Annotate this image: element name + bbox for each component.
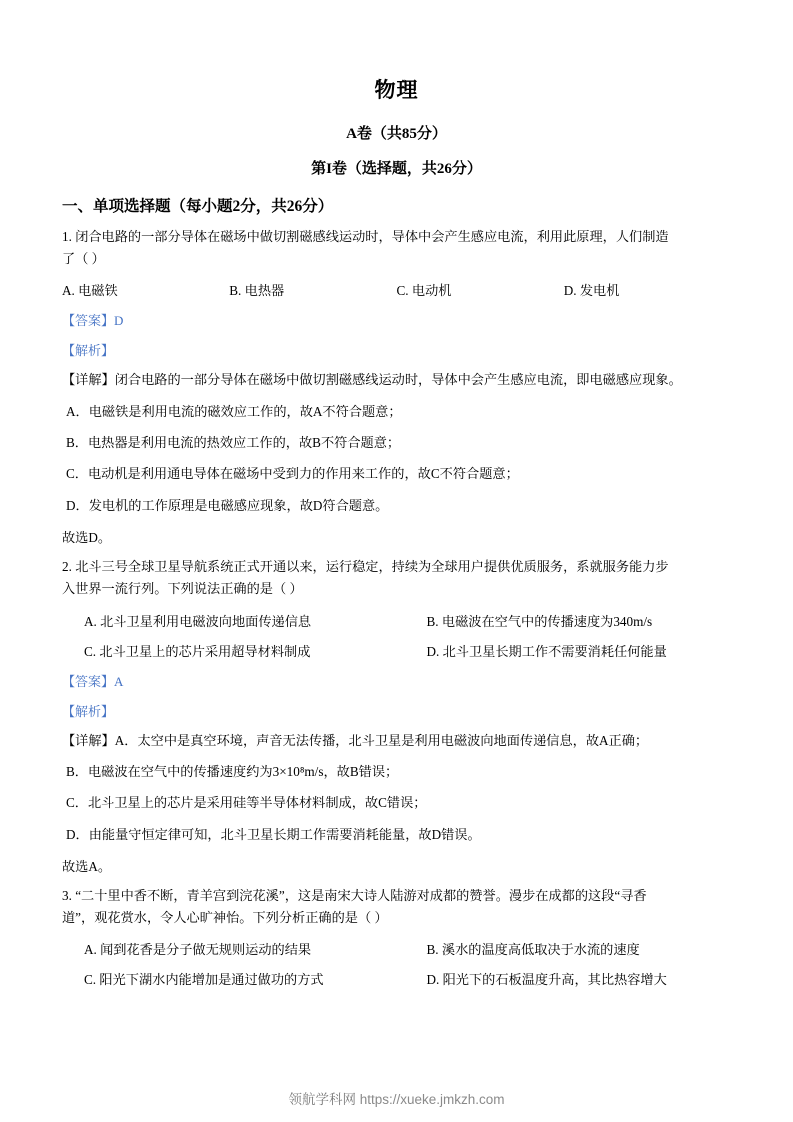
option-d: D. 发电机	[563, 283, 620, 299]
question-number: 3.	[62, 888, 72, 904]
option-b: B. 溪水的温度高低取决于水流的速度	[426, 942, 640, 958]
question-number: 2.	[62, 559, 72, 575]
page-footer	[0, 1088, 793, 1108]
detail-text: 【详解】A．太空中是真空环境，声音无法传播，北斗卫星是利用电磁波向地面传递信息，故A正确；	[62, 732, 649, 748]
option-c: C. 阳光下湖水内能增加是通过做功的方式	[84, 972, 324, 988]
question-number: 1.	[62, 229, 72, 244]
detail-text: 【详解】闭合电路的一部分导体在磁场中做切割磁感线运动时，导体中会产生感应电流，即电磁感应现象。	[62, 372, 682, 388]
options-row	[62, 939, 731, 958]
option-d: D. 北斗卫星长期工作不需要消耗任何能量	[426, 643, 667, 659]
detail-item-b: B．电磁波在空气中的传播速度约为3×10⁸m/s，故B错误；	[66, 763, 399, 779]
detail-item-c: C．北斗卫星上的芯片是采用硅等半导体材料制成，故C错误；	[66, 795, 427, 811]
option-d: D. 阳光下的石板温度升高，其比热容增大	[426, 972, 667, 988]
footer-brand: 领航学科网	[288, 1092, 356, 1107]
detail-item-c: C．电动机是利用通电导体在磁场中受到力的作用来工作的，故C不符合题意；	[66, 466, 519, 482]
option-c: C. 北斗卫星上的芯片采用超导材料制成	[84, 643, 311, 659]
question-text: 北斗三号全球卫星导航系统正式开通以来，运行稳定，持续为全球用户提供优质服务，系就服务能力步	[75, 559, 669, 575]
option-b: B. 电热器	[229, 283, 285, 299]
question-stem-continuation: 了（ ）	[62, 251, 105, 267]
exam-section-1-label: 第I卷（选择题，共26分）	[311, 161, 482, 177]
conclusion-text: 故选D。	[62, 530, 112, 546]
question-stem	[62, 227, 731, 247]
question-text: “二十里中香不断，青羊宫到浣花溪”，这是南宋大诗人陆游对成都的赞誉。漫步在成都的这段“寻香	[75, 888, 647, 904]
detail-item-d: D．由能量守恒定律可知，北斗卫星长期工作需要消耗能量，故D错误。	[66, 826, 481, 842]
detail-item-d: D．发电机的工作原理是电磁感应现象，故D符合题意。	[66, 497, 389, 513]
detail-item-b: B．电热器是利用电流的热效应工作的，故B不符合题意；	[66, 435, 401, 451]
question-text: 闭合电路的一部分导体在磁场中做切割磁感线运动时，导体中会产生感应电流，利用此原理，人们制造	[75, 229, 669, 244]
page-title: 物理	[374, 78, 419, 102]
answer-label: 【答案】D	[62, 313, 124, 329]
option-a: A. 电磁铁	[62, 283, 118, 299]
question-stem-continuation: 道”，观花赏水，令人心旷神怡。下列分析正确的是（ ）	[62, 910, 388, 926]
analysis-label: 【解析】	[62, 703, 115, 719]
option-c: C. 电动机	[396, 283, 452, 299]
option-a: A. 闻到花香是分子做无规则运动的结果	[84, 942, 312, 958]
options-row	[62, 641, 731, 660]
section-heading: 一、单项选择题（每小题2分，共26分）	[62, 198, 334, 215]
conclusion-text: 故选A。	[62, 859, 112, 875]
detail-item-a: A．电磁铁是利用电流的磁效应工作的，故A不符合题意；	[66, 403, 402, 419]
options-row	[62, 969, 731, 988]
answer-label: 【答案】A	[62, 673, 124, 689]
option-b: B. 电磁波在空气中的传播速度为340m/s	[426, 613, 653, 629]
exam-part-a-label: A卷（共85分）	[346, 126, 447, 142]
footer-url: https://xueke.jmkzh.com	[359, 1092, 505, 1107]
options-row	[62, 611, 731, 630]
analysis-label: 【解析】	[62, 343, 115, 359]
question-stem-continuation: 入世界一流行列。下列说法正确的是（ ）	[62, 581, 303, 597]
option-a: A. 北斗卫星利用电磁波向地面传递信息	[84, 613, 312, 629]
question-stem	[62, 886, 731, 906]
options-row	[62, 280, 731, 299]
question-stem	[62, 557, 731, 577]
